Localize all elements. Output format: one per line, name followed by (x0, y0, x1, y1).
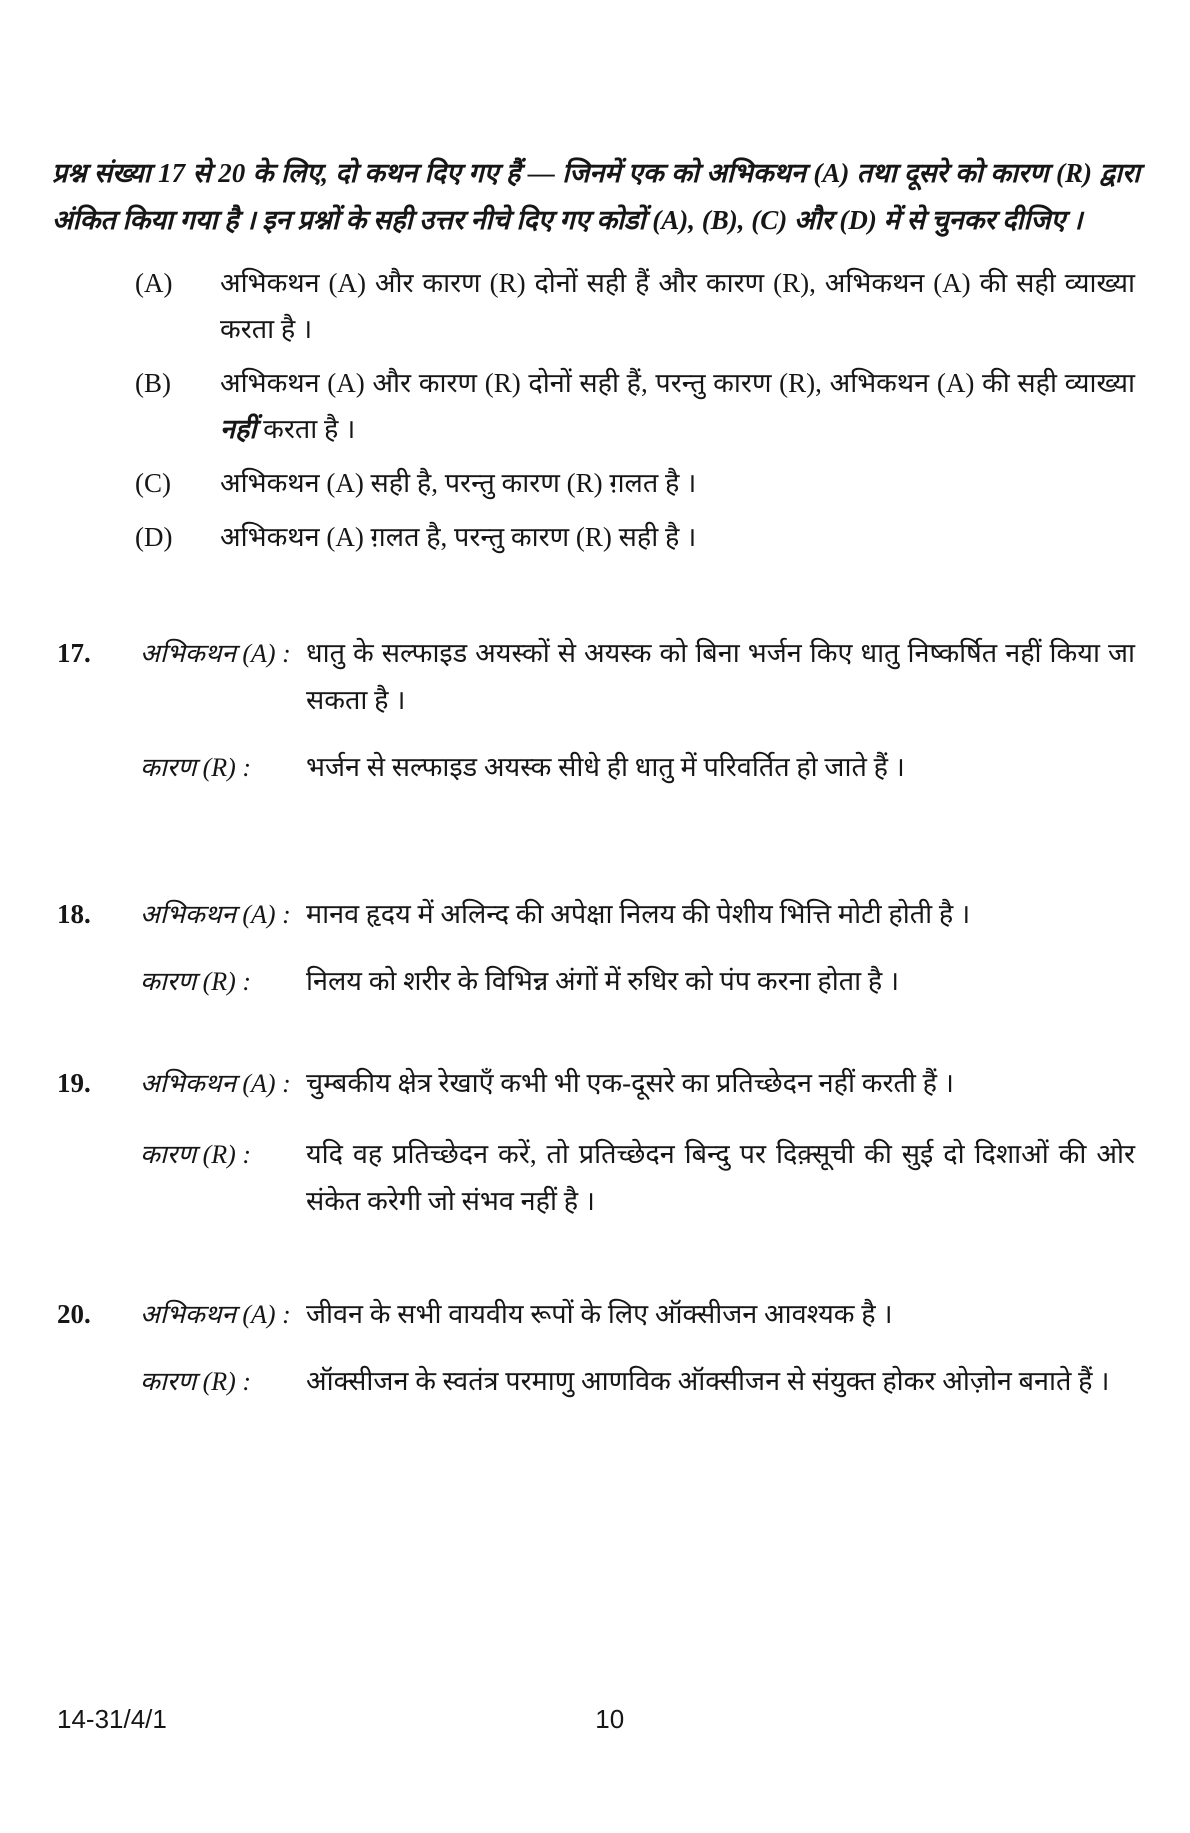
option-b-text-pre: अभिकथन (A) और कारण (R) दोनों सही हैं, परन्तु कारण (R), अभिकथन (A) की सही व्याख्या (220, 368, 1135, 398)
question-18-assertion-text: मानव हृदय में अलिन्द की अपेक्षा निलय की पेशीय भित्ति मोटी होती है । (306, 899, 971, 929)
question-17-number: 17. (57, 638, 91, 668)
page-footer (57, 1704, 1133, 1738)
reason-label: कारण (R) : (140, 1140, 251, 1169)
question-17-reason-number-spacer (57, 744, 140, 791)
option-c-label: (C) (135, 468, 171, 498)
reason-label: कारण (R) : (140, 967, 251, 996)
question-19-assertion-text: चुम्बकीय क्षेत्र रेखाएँ कभी भी एक-दूसरे का प्रतिच्छेदन नहीं करती हैं । (306, 1068, 954, 1098)
option-d-label: (D) (135, 522, 173, 552)
question-20-reason-row (57, 1358, 1135, 1405)
question-17-assertion-text: धातु के सल्फाइड अयस्कों से अयस्क को बिना भर्जन किए धातु निष्कर्षित नहीं किया जा सकता है । (306, 638, 1135, 715)
instructions-paragraph: प्रश्न संख्या 17 से 20 के लिए, दो कथन दिए गए हैं — जिनमें एक को अभिकथन (A) तथा दूसरे को कारण (R) द्वारा अंकित किया गया है । इन प्रश्नों के सही उत्तर नीचे दिए गए कोडों (A), (B), (C) और (D) में से चुनकर दीजिए । (52, 158, 1140, 235)
page-number: 10 (595, 1704, 625, 1734)
reason-label: कारण (R) : (140, 753, 251, 782)
option-row-b (135, 360, 1135, 452)
answer-code-options (135, 260, 1135, 560)
question-17 (57, 630, 1135, 791)
question-20-number: 20. (57, 1299, 91, 1329)
question-18-reason-text: निलय को शरीर के विभिन्न अंगों में रुधिर को पंप करना होता है । (306, 966, 900, 996)
option-row-a (135, 260, 1135, 352)
assertion-label: अभिकथन (A) : (140, 1069, 291, 1098)
question-17-reason-text: भर्जन से सल्फाइड अयस्क सीधे ही धातु में परिवर्तित हो जाते हैं । (306, 752, 905, 782)
option-b-text-emphasis: नहीं (220, 414, 257, 444)
option-a-text: अभिकथन (A) और कारण (R) दोनों सही हैं और कारण (R), अभिकथन (A) की सही व्याख्या करता है । (220, 268, 1135, 344)
option-row-c (135, 460, 1135, 506)
assertion-label: अभिकथन (A) : (140, 1300, 291, 1329)
question-20 (57, 1291, 1135, 1405)
question-20-assertion-row (57, 1291, 1135, 1338)
assertion-label: अभिकथन (A) : (140, 639, 291, 668)
question-20-reason-number-spacer (57, 1358, 140, 1405)
question-18-reason-row (57, 958, 1135, 1005)
question-19 (57, 1060, 1135, 1225)
option-b-label: (B) (135, 368, 171, 398)
question-18-assertion-row (57, 891, 1135, 938)
paper-code: 14-31/4/1 (57, 1704, 167, 1734)
question-19-reason-text: यदि वह प्रतिच्छेदन करें, तो प्रतिच्छेदन बिन्दु पर दिक़्सूची की सुई दो दिशाओं की ओर संकेत करेगी जो संभव नहीं है । (306, 1139, 1135, 1216)
question-17-reason-row (57, 744, 1135, 791)
option-b-text-post: करता है । (256, 414, 356, 444)
option-d-text: अभिकथन (A) ग़लत है, परन्तु कारण (R) सही है । (220, 522, 697, 552)
questions-section (0, 630, 1190, 1405)
question-18 (57, 891, 1135, 1005)
option-b-text (220, 360, 1135, 452)
question-18-reason-number-spacer (57, 958, 140, 1005)
question-19-assertion-row (57, 1060, 1135, 1107)
question-19-reason-number-spacer (57, 1131, 140, 1225)
question-17-assertion-row (57, 630, 1135, 724)
option-a-label: (A) (135, 268, 173, 298)
question-19-number: 19. (57, 1068, 91, 1098)
option-c-text: अभिकथन (A) सही है, परन्तु कारण (R) ग़लत है । (220, 468, 697, 498)
exam-page (0, 150, 1190, 1833)
question-18-number: 18. (57, 899, 91, 929)
question-20-reason-text: ऑक्सीजन के स्वतंत्र परमाणु आणविक ऑक्सीजन से संयुक्त होकर ओज़ोन बनाते हैं । (306, 1366, 1110, 1396)
assertion-label: अभिकथन (A) : (140, 900, 291, 929)
reason-label: कारण (R) : (140, 1367, 251, 1396)
question-20-assertion-text: जीवन के सभी वायवीय रूपों के लिए ऑक्सीजन आवश्यक है । (306, 1299, 893, 1329)
option-row-d (135, 514, 1135, 560)
question-19-reason-row (57, 1131, 1135, 1225)
